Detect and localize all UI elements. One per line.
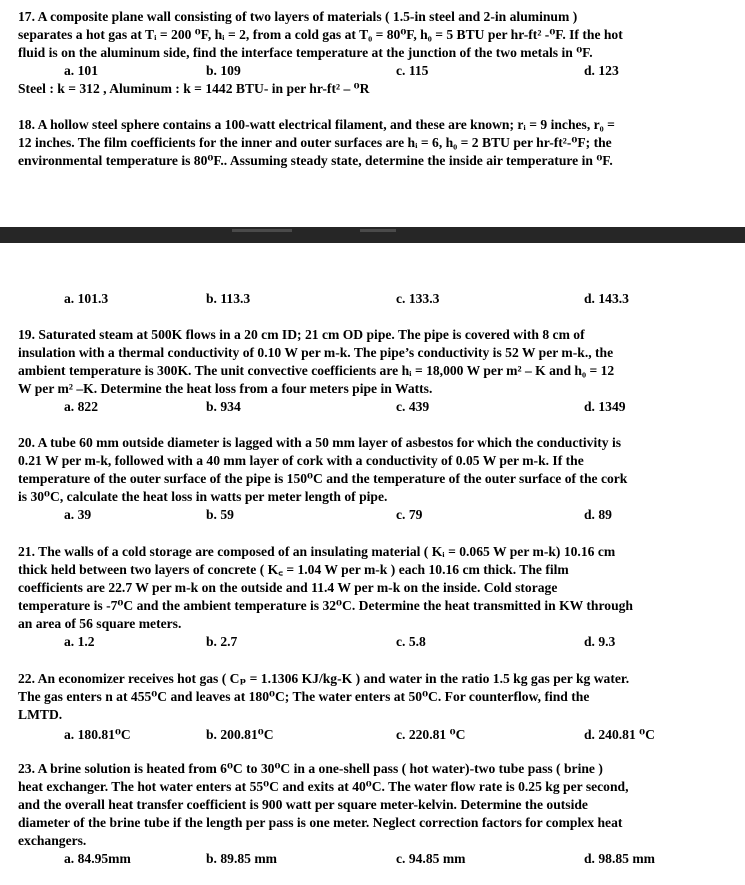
question-text-line: 0.21 W per m-k, followed with a 40 mm layer of cork with a conductivity of 0.05 W per m-k. If the <box>18 453 584 468</box>
question-text-line: W per m² –K. Determine the heat loss from a four meters pipe in Watts. <box>18 381 433 396</box>
option-d: d. 123 <box>584 63 619 78</box>
question-text-line: 12 inches. The film coefficients for the inner and outer surfaces are hᵢ = 6, h₀ = 2 BTU per hr-ft²-⁰F; the <box>18 135 612 150</box>
option-d: d. 89 <box>584 507 612 522</box>
question-19 <box>18 326 730 416</box>
question-text-line: The gas enters n at 455⁰C and leaves at 180⁰C; The water enters at 50⁰C. For counterflow, find the <box>18 689 590 704</box>
answer-options <box>18 398 730 416</box>
option-c: c. 5.8 <box>396 634 426 649</box>
option-c: c. 79 <box>396 507 423 522</box>
question-text-line: exchangers. <box>18 833 87 848</box>
question-text-line: coefficients are 22.7 W per m-k on the outside and 11.4 W per m-k on the inside. Cold storage <box>18 580 558 595</box>
answer-options <box>18 290 730 308</box>
question-text-line: 17. A composite plane wall consisting of two layers of materials ( 1.5-in steel and 2-in aluminum ) <box>18 9 578 24</box>
answer-options <box>18 506 730 524</box>
question-23 <box>18 760 730 868</box>
question-text-line: 19. Saturated steam at 500K flows in a 20 cm ID; 21 cm OD pipe. The pipe is covered with 8 cm of <box>18 327 585 342</box>
question-text-line: 18. A hollow steel sphere contains a 100-watt electrical filament, and these are known; rᵢ = 9 inches, r₀ = <box>18 117 615 132</box>
question-text-line: ambient temperature is 300K. The unit convective coefficients are hᵢ = 18,000 W per m² – K and h₀ = 12 <box>18 363 615 378</box>
question-text-line: thick held between two layers of concrete ( K꜀ = 1.04 W per m-k ) each 10.16 cm thick. The film <box>18 562 569 577</box>
question-text-line: insulation with a thermal conductivity of 0.10 W per m-k. The pipe’s conductivity is 52 W per m-k., the <box>18 345 614 360</box>
question-text-line: 22. An economizer receives hot gas ( Cₚ = 1.1306 KJ/kg-K ) and water in the ratio 1.5 kg gas per kg water. <box>18 671 630 686</box>
question-21 <box>18 543 730 651</box>
question-text-line: separates a hot gas at Tᵢ = 200 ⁰F, hᵢ = 2, from a cold gas at T₀ = 80⁰F, h₀ = 5 BTU per hr-ft² -⁰F. If the hot <box>18 27 623 42</box>
question-text-line: LMTD. <box>18 707 63 722</box>
option-b: b. 200.81⁰C <box>206 727 274 742</box>
question-18-options <box>18 290 730 308</box>
question-text-line: 21. The walls of a cold storage are composed of an insulating material ( Kᵢ = 0.065 W per m-k) 10.16 cm <box>18 544 616 559</box>
option-a: a. 84.95mm <box>64 851 131 866</box>
option-c: c. 94.85 mm <box>396 851 466 866</box>
answer-options <box>18 633 730 651</box>
option-d: d. 1349 <box>584 399 626 414</box>
option-b: b. 109 <box>206 63 241 78</box>
question-20 <box>18 434 730 524</box>
option-b: b. 2.7 <box>206 634 238 649</box>
answer-options <box>18 850 730 868</box>
option-d: d. 143.3 <box>584 291 629 306</box>
option-c: c. 115 <box>396 63 429 78</box>
option-b: b. 59 <box>206 507 234 522</box>
option-c: c. 220.81 ⁰C <box>396 727 466 742</box>
question-text-line: heat exchanger. The hot water enters at 55⁰C and exits at 40⁰C. The water flow rate is 0.25 kg per second, <box>18 779 629 794</box>
option-c: c. 439 <box>396 399 430 414</box>
answer-options <box>18 726 730 744</box>
option-a: a. 39 <box>64 507 92 522</box>
option-a: a. 101 <box>64 63 98 78</box>
question-text-line: fluid is on the aluminum side, find the interface temperature at the junction of the two metals in ⁰F. <box>18 45 593 60</box>
option-d: d. 98.85 mm <box>584 851 655 866</box>
question-text-line: temperature of the outer surface of the pipe is 150⁰C and the temperature of the outer surface of the cork <box>18 471 628 486</box>
question-text-line: is 30⁰C, calculate the heat loss in watts per meter length of pipe. <box>18 489 388 504</box>
option-a: a. 822 <box>64 399 98 414</box>
option-a: a. 1.2 <box>64 634 95 649</box>
option-d: d. 9.3 <box>584 634 616 649</box>
option-b: b. 934 <box>206 399 241 414</box>
option-d: d. 240.81 ⁰C <box>584 727 655 742</box>
option-b: b. 89.85 mm <box>206 851 277 866</box>
option-a: a. 101.3 <box>64 291 109 306</box>
question-text-line: an area of 56 square meters. <box>18 616 182 631</box>
page-break-band <box>0 227 745 243</box>
question-text-line: 20. A tube 60 mm outside diameter is lagged with a 50 mm layer of asbestos for which the conductivity is <box>18 435 622 450</box>
question-17 <box>18 8 730 98</box>
question-text-line: environmental temperature is 80⁰F.. Assuming steady state, determine the inside air temperature in ⁰F. <box>18 153 613 168</box>
question-text-line: 23. A brine solution is heated from 6⁰C to 30⁰C in a one-shell pass ( hot water)-two tube pass ( brine ) <box>18 761 603 776</box>
answer-options <box>18 62 730 80</box>
option-b: b. 113.3 <box>206 291 251 306</box>
material-constants-note: Steel : k = 312 , Aluminum : k = 1442 BTU- in per hr-ft² – ⁰R <box>18 81 370 96</box>
question-text-line: and the overall heat transfer coefficient is 900 watt per square meter-kelvin. Determine the outside <box>18 797 588 812</box>
option-c: c. 133.3 <box>396 291 440 306</box>
option-a: a. 180.81⁰C <box>64 727 131 742</box>
question-text-line: diameter of the brine tube if the length per pass is one meter. Neglect correction factors for complex heat <box>18 815 623 830</box>
question-text-line: temperature is -7⁰C and the ambient temperature is 32⁰C. Determine the heat transmitted in KW through <box>18 598 633 613</box>
question-18 <box>18 116 730 170</box>
question-22 <box>18 670 730 744</box>
